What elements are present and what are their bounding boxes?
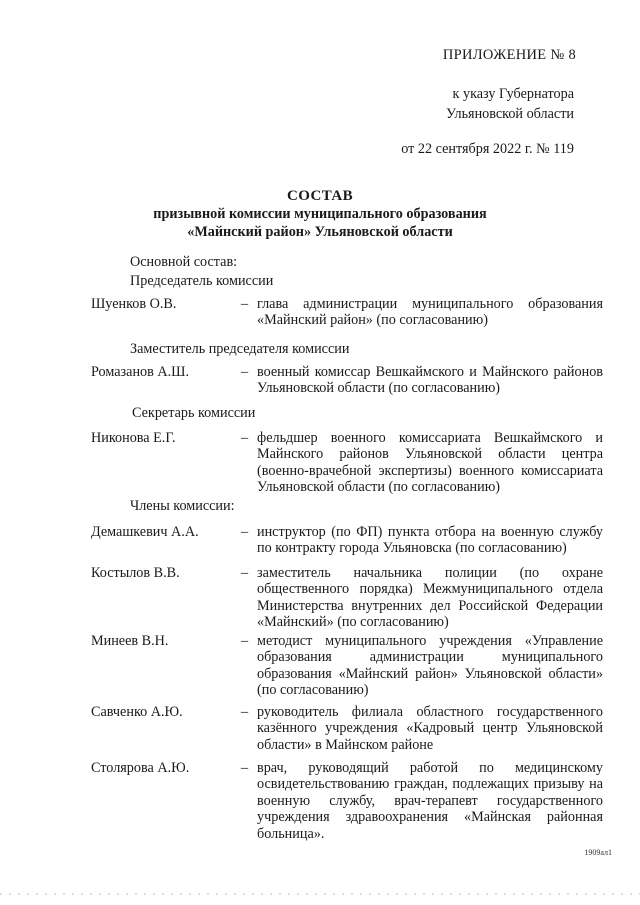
member-name: Ромазанов А.Ш. [91,364,190,380]
scan-artifact-line [0,893,640,895]
member-dash: – [241,704,249,720]
member-dash: – [241,760,249,776]
member-position: инструктор (по ФП) пункта отбора на военную службу по контракту города Ульяновска (по согласованию) [257,524,603,557]
member-dash: – [241,430,249,446]
main-composition-heading: Основной состав: [130,254,238,270]
member-name: Шуенков О.В. [91,296,177,312]
document-code: 1909ал1 [584,848,612,857]
member-dash: – [241,565,249,581]
document-title: СОСТАВ [286,188,353,204]
member-name: Минеев В.Н. [91,633,169,649]
annex-number: ПРИЛОЖЕНИЕ № 8 [442,47,576,63]
member-name: Демашкевич А.А. [91,524,199,540]
member-position: врач, руководящий работой по медицинскому освидетельствованию граждан, подлежащих призыву на военную службу, врач-терапевт государственного учреждения здравоохранения «Майнская районная больница». [257,760,603,842]
secretary-heading: Секретарь комиссии [132,405,256,421]
member-position: военный комиссар Вешкаймского и Майнского районов Ульяновской области (по согласованию) [257,364,603,397]
member-position: глава администрации муниципального образования «Майнский район» (по согласованию) [257,296,603,329]
decree-reference: к указу Губернатора [452,86,574,102]
deputy-heading: Заместитель председателя комиссии [130,341,350,357]
decree-date: от 22 сентября 2022 г. № 119 [401,141,574,157]
member-name: Савченко А.Ю. [91,704,183,720]
chairman-heading: Председатель комиссии [130,273,274,289]
member-dash: – [241,296,249,312]
member-position: методист муниципального учреждения «Управление образования администрации муниципального образования «Майнский район» Ульяновской области» (по согласованию) [257,633,603,699]
member-dash: – [241,364,249,380]
document-subtitle-line2: «Майнский район» Ульяновской области [187,224,453,240]
member-name: Никонова Е.Г. [91,430,176,446]
member-position: фельдшер военного комиссариата Вешкаймского и Майнского районов Ульяновской области центра (военно-врачебной экспертизы) военного комиссариата Ульяновской области (по согласованию) [257,430,603,496]
member-name: Столярова А.Ю. [91,760,190,776]
member-position: руководитель филиала областного государственного казённого учреждения «Кадровый центр Ульяновской области» в Майнском районе [257,704,603,753]
member-dash: – [241,633,249,649]
document-subtitle-line1: призывной комиссии муниципального образования [153,206,487,222]
members-heading: Члены комиссии: [130,498,235,514]
region-name: Ульяновской области [446,106,574,122]
member-dash: – [241,524,249,540]
member-position: заместитель начальника полиции (по охране общественного порядка) Межмуниципального отдела Министерства внутренних дел Российской Федерации «Майнский» (по согласованию) [257,565,603,631]
member-name: Костылов В.В. [91,565,180,581]
